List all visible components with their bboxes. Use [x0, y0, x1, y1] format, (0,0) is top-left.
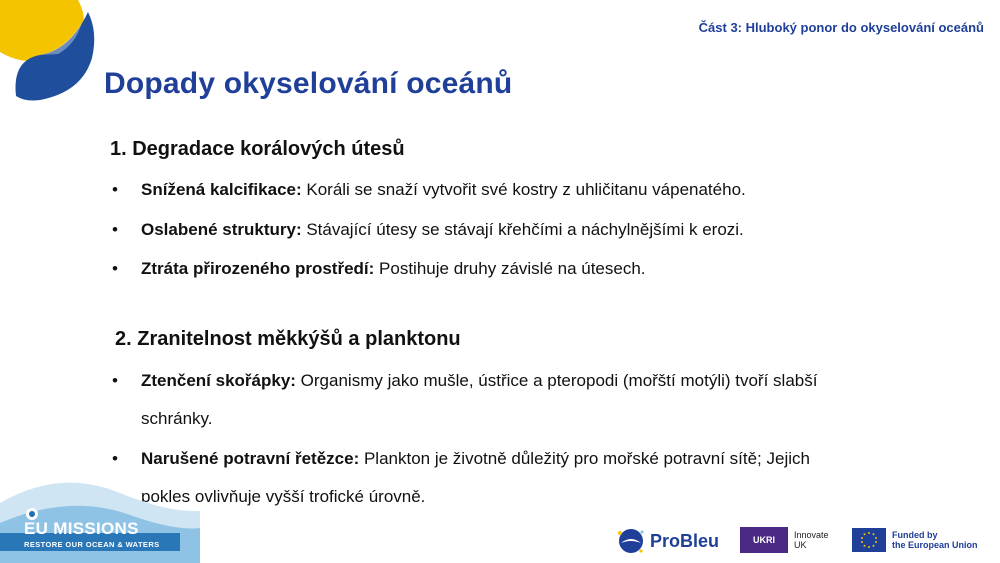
bullet-dot-icon: • — [112, 449, 118, 468]
bullet-dot-icon: • — [112, 220, 118, 239]
eu-funding-logo — [852, 528, 978, 552]
probleu-name: ProBleu — [650, 530, 720, 551]
section-1-heading: 1. Degradace korálových útesů — [110, 138, 405, 160]
section-2-heading: 2. Zranitelnost měkkýšů a planktonu — [115, 328, 461, 350]
section-label: Část 3: Hluboký ponor do okyselování oceánů — [698, 20, 984, 35]
slide: Část 3: Hluboký ponor do okyselování oceánů Dopady okyselování oceánů 1. Degradace korálových útesů • Snížená kalcifikace: Koráli se snaží vytvořit své kostry z uhličitanu vápenatého. • Oslabené struktury: Stávající útesy se stávají křehčími a náchylnějšími k erozi. • Ztráta přirozeného prostředí: Postihuje druhy závislé na útesech. 2. Zranitelnost měkkýšů a planktonu • Ztenčení skořápky: Organismy jako mušle, ústřice a pteropodi (mořští motýli) tvoří slabší schránky. • Narušené potravní řetězce: Plankton je životně důležitý pro mořské potravní sítě; Jejich pokles ovlivňuje vyšší trofické úrovně. EU MISSIONS RESTORE OUR OCEAN & WATERS ProBleu UKRI Innovate UK Funded by the European Union — [0, 0, 1000, 563]
bullet-dot-icon: • — [112, 371, 118, 390]
probleu-icon — [616, 527, 646, 555]
eu-missions-subtitle: RESTORE OUR OCEAN & WATERS — [24, 540, 160, 549]
eu-flag-icon — [852, 528, 886, 552]
project-logo-icon — [0, 0, 110, 110]
page-title: Dopady okyselování oceánů — [104, 67, 513, 100]
ukri-badge: UKRI — [740, 527, 788, 553]
eu-funded-text: Funded by the European Union — [892, 530, 978, 550]
innovate-uk-text: Innovate UK — [794, 530, 829, 550]
ukri-logo — [740, 527, 829, 553]
bullet-dot-icon: • — [112, 259, 118, 278]
eu-missions-logo: EU MISSIONS — [24, 519, 139, 538]
bullet-dot-icon: • — [112, 180, 118, 199]
probleu-logo — [616, 527, 719, 555]
